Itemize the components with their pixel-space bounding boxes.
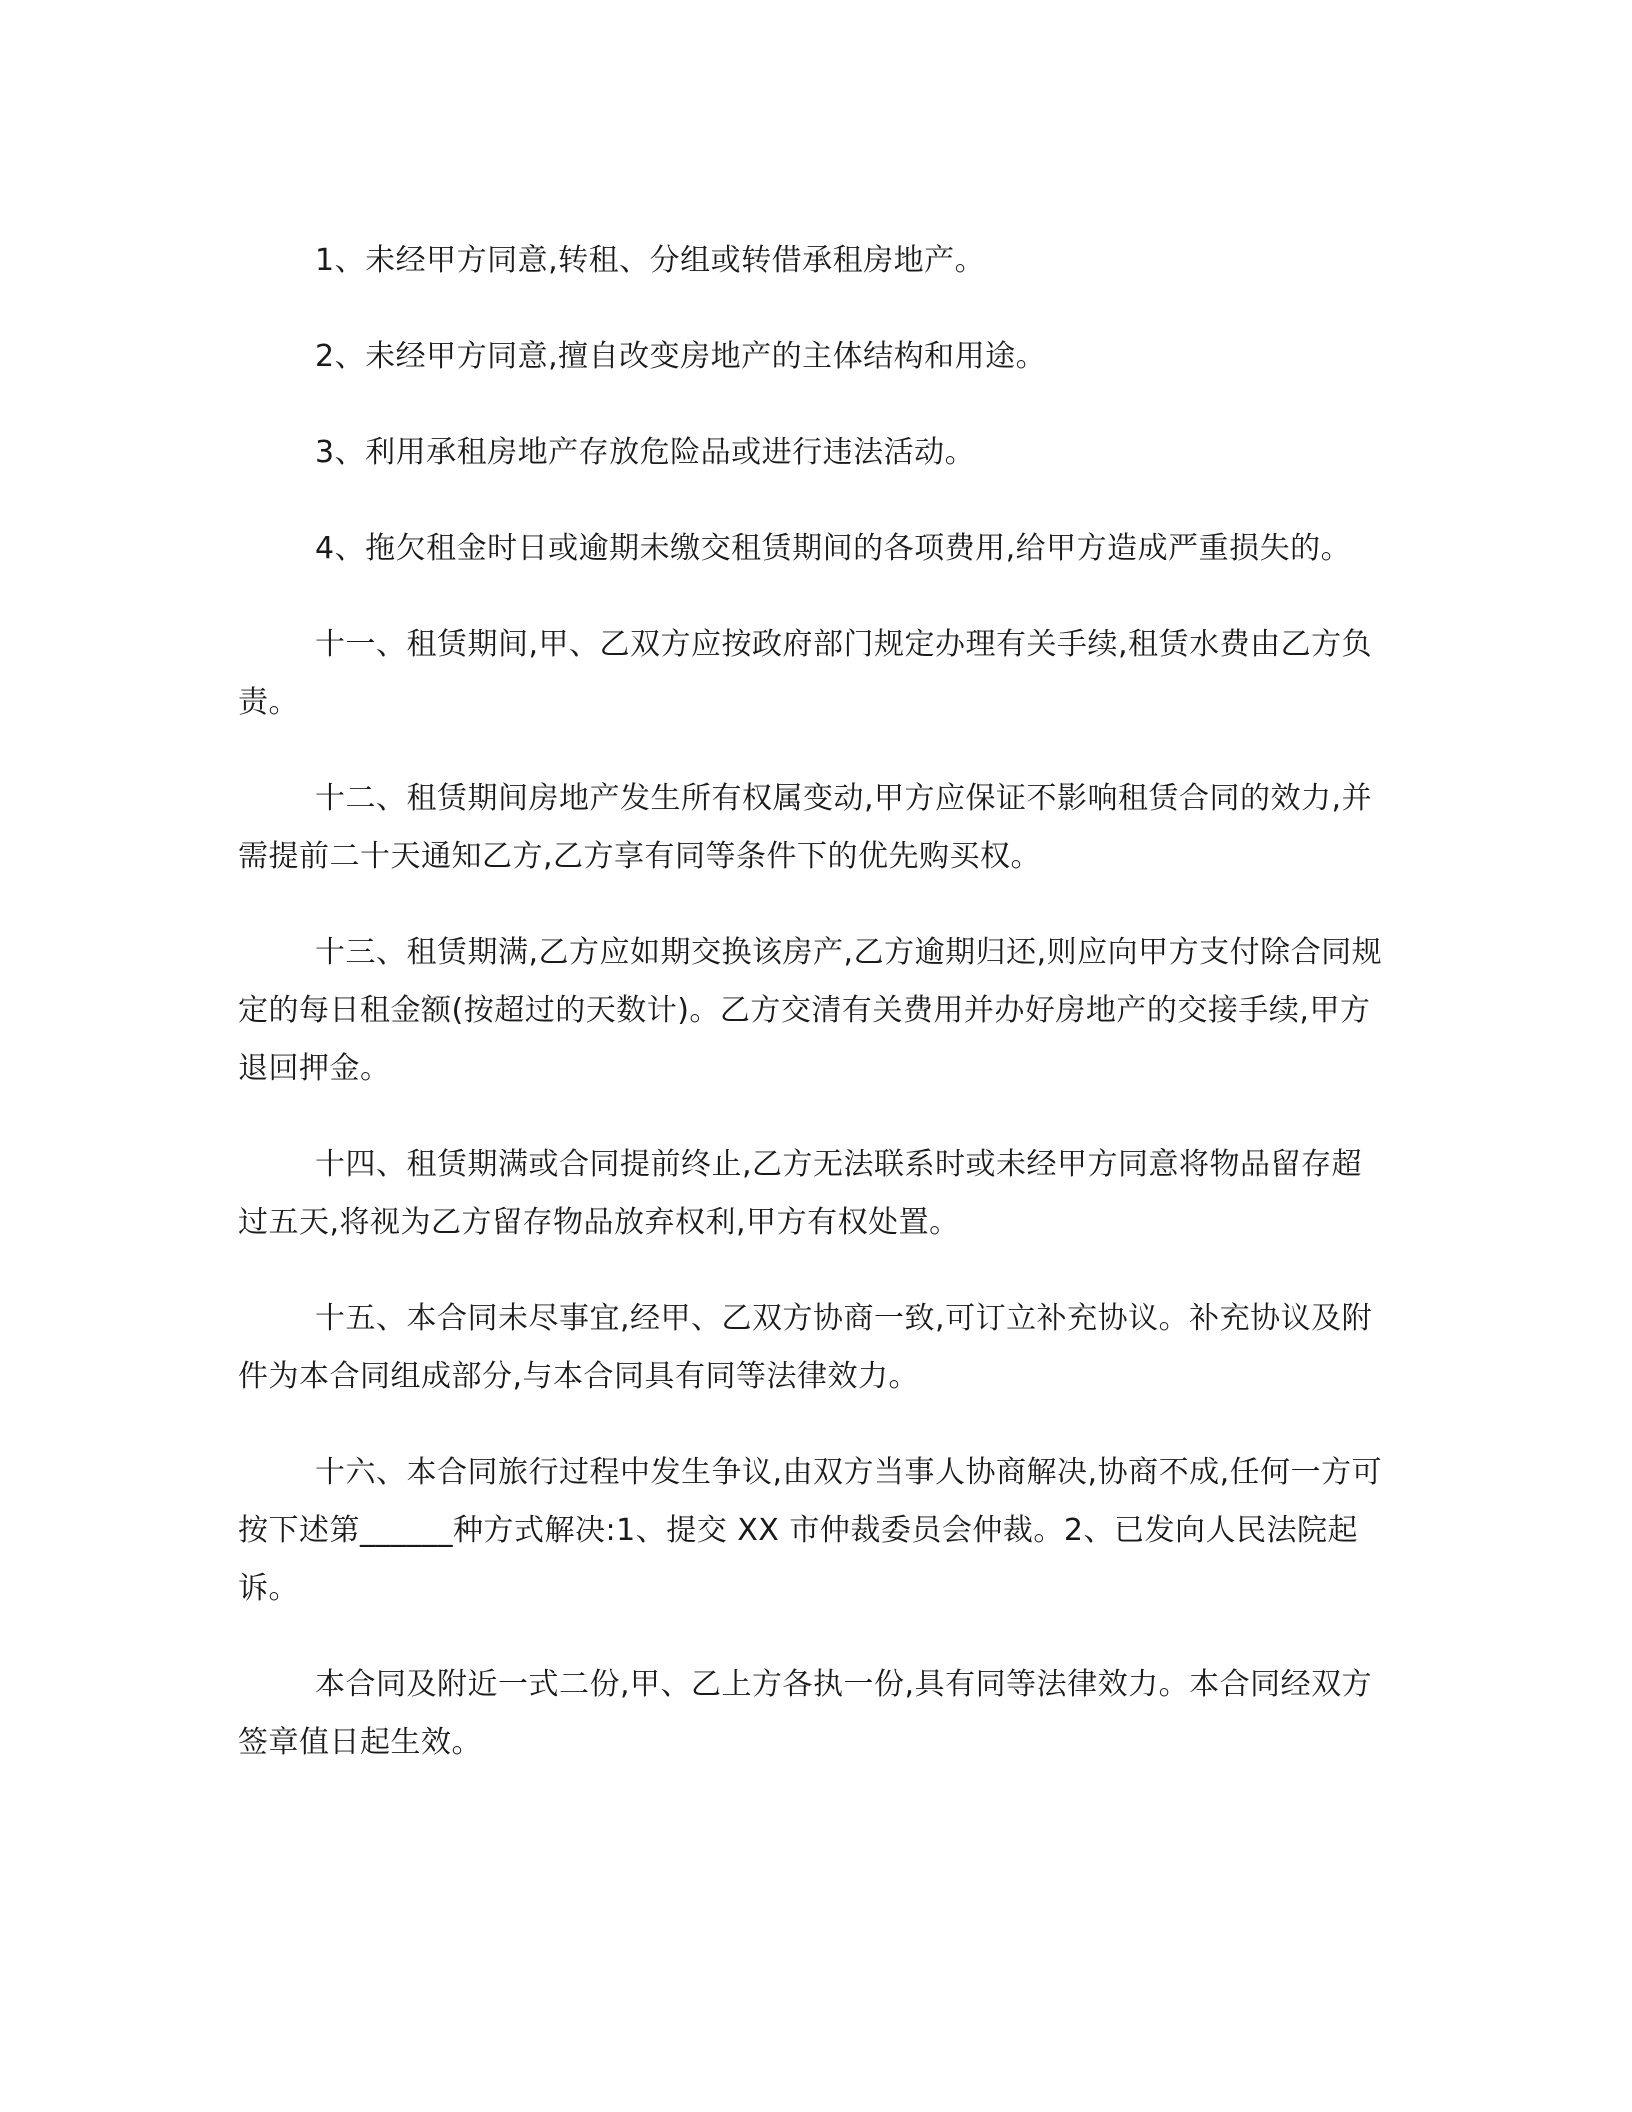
article-13: 十三、租赁期满,乙方应如期交换该房产,乙方逾期归还,则应向甲方支付除合同规定的每日租金额(按超过的天数计)。乙方交清有关费用并办好房地产的交接手续,甲方退回押金。	[238, 935, 1383, 1086]
article-14: 十四、租赁期满或合同提前终止,乙方无法联系时或未经甲方同意将物品留存超过五天,将视为乙方留存物品放弃权利,甲方有权处置。	[238, 1147, 1363, 1240]
article-11: 十一、租赁期间,甲、乙双方应按政府部门规定办理有关手续,租赁水费由乙方负责。	[238, 627, 1373, 720]
document-body	[238, 232, 1388, 1810]
article-16: 十六、本合同旅行过程中发生争议,由双方当事人协商解决,协商不成,任何一方可按下述第______种方式解决:1、提交 XX 市仲裁委员会仲裁。2、已发向人民法院起诉。	[238, 1455, 1383, 1606]
clause-1: 1、未经甲方同意,转租、分组或转借承租房地产。	[315, 243, 986, 278]
closing-paragraph: 本合同及附近一式二份,甲、乙上方各执一份,具有同等法律效力。本合同经双方签章值日起生效。	[238, 1667, 1373, 1760]
clause-3: 3、利用承租房地产存放危险品或进行违法活动。	[315, 435, 976, 470]
article-15: 十五、本合同未尽事宜,经甲、乙双方协商一致,可订立补充协议。补充协议及附件为本合同组成部分,与本合同具有同等法律效力。	[238, 1301, 1373, 1394]
clause-4: 4、拖欠租金时日或逾期未缴交租赁期间的各项费用,给甲方造成严重损失的。	[315, 531, 1352, 566]
clause-2: 2、未经甲方同意,擅自改变房地产的主体结构和用途。	[315, 339, 1047, 374]
article-12: 十二、租赁期间房地产发生所有权属变动,甲方应保证不影响租赁合同的效力,并需提前二十天通知乙方,乙方享有同等条件下的优先购买权。	[238, 781, 1373, 874]
